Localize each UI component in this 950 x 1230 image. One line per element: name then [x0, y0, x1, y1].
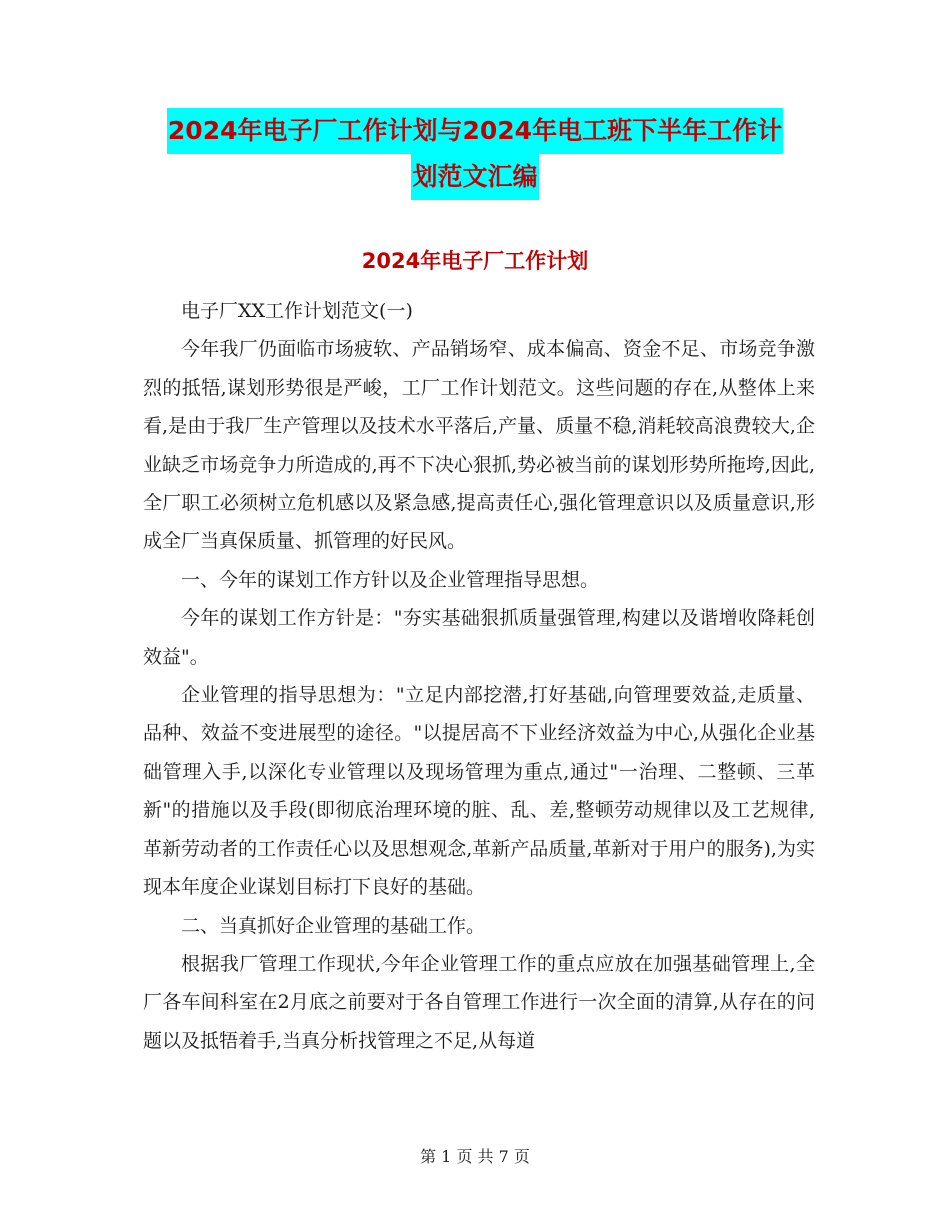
- paragraph: 一、今年的谋划工作方针以及企业管理指导思想。: [181, 568, 600, 591]
- paragraph: 今年的谋划工作方针是："夯实基础狠抓质量强管理,构建以及谐增收降耗创效益"。: [143, 607, 815, 668]
- paragraph: 电子厂XX工作计划范文(一): [181, 300, 413, 322]
- title-line-2: 划范文汇编: [411, 154, 538, 200]
- document-body: [143, 292, 815, 1060]
- paragraph: 二、当真抓好企业管理的基础工作。: [181, 914, 486, 937]
- paragraph: 今年我厂仍面临市场疲软、产品销场窄、成本偏高、资金不足、市场竞争激烈的抵牾,谋划形势很是严峻，工厂工作计划范文。这些问题的存在,从整体上来看,是由于我厂生产管理以及技术水平落后,产量、质量不稳,消耗较高浪费较大,企业缺乏市场竞争力所造成的,再不下决心狠抓,势必被当前的谋划形势所拖垮,因此,全厂职工必须树立危机感以及紧急感,提高责任心,强化管理意识以及质量意识,形成全厂当真保质量、抓管理的好民风。: [143, 338, 815, 553]
- paragraph: 企业管理的指导思想为："立足内部挖潜,打好基础,向管理要效益,走质量、品种、效益不变进展型的途径。"以提居高不下业经济效益为中心,从强化企业基础管理入手,以深化专业管理以及现场管理为重点,通过"一治理、二整顿、三革新"的措施以及手段(即彻底治理环境的脏、乱、差,整顿劳动规律以及工艺规律,革新劳动者的工作责任心以及思想观念,革新产品质量,革新对于用户的服务),为实现本年度企业谋划目标打下良好的基础。: [143, 684, 815, 899]
- title-line-1: 2024年电子厂工作计划与2024年电工班下半年工作计: [167, 108, 783, 154]
- paragraph: 根据我厂管理工作现状,今年企业管理工作的重点应放在加强基础管理上,全厂各车间科室在2月底之前要对于各自管理工作进行一次全面的清算,从存在的问题以及抵牾着手,当真分析找管理之不足,从每道: [143, 952, 815, 1052]
- section-title: 2024年电子厂工作计划: [361, 249, 589, 273]
- document-title: [130, 108, 820, 200]
- page-number-footer: 第 1 页 共 7 页: [420, 1147, 530, 1166]
